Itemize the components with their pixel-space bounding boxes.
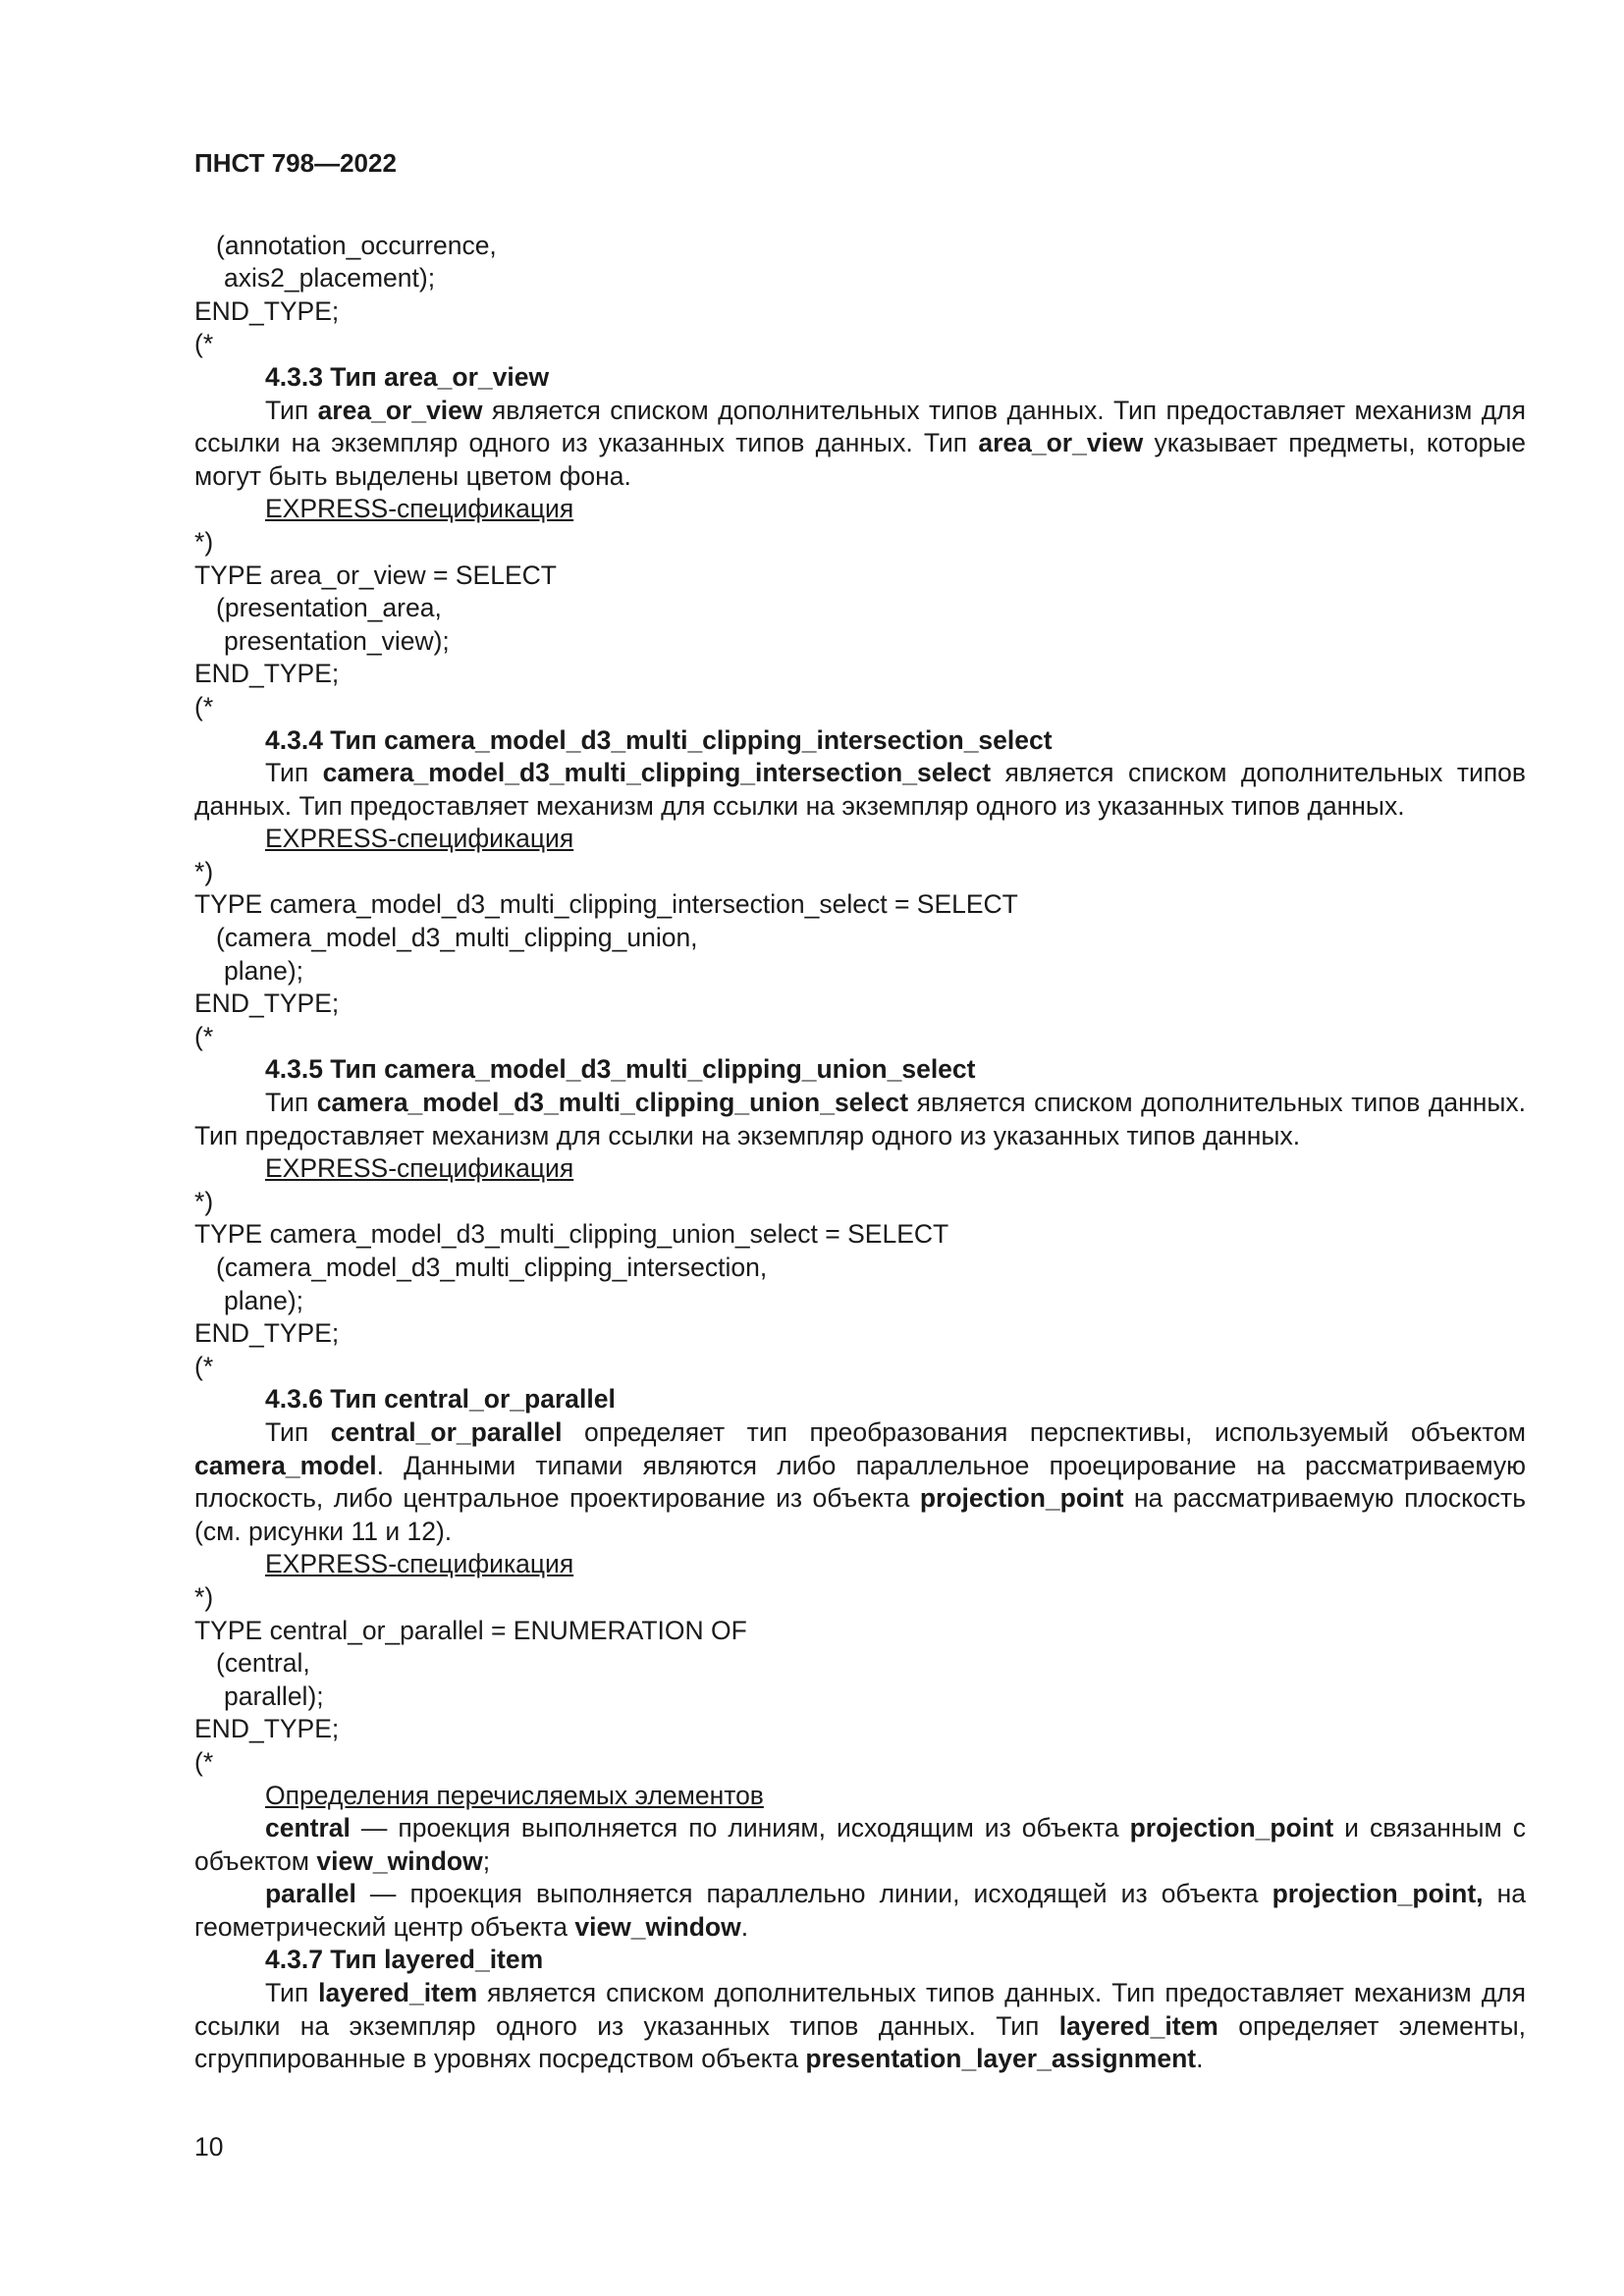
bold-term: view_window [316,1845,483,1876]
text-run: определяет тип преобразования перспективы, используемый объектом [562,1416,1526,1447]
bold-term: projection_point [919,1483,1124,1514]
text-run: (* [194,329,214,359]
text-run: *) [194,526,214,557]
text-run: Определения перечисляемых элементов [265,1780,764,1810]
bold-term: area_or_view [978,428,1144,458]
text-run: presentation_view); [224,625,450,656]
text-line [194,592,1526,625]
text-run: (camera_model_d3_multi_clipping_intersection, [216,1253,768,1282]
text-line [194,1186,1526,1219]
paragraph [194,1812,1526,1878]
text-line [194,1021,1526,1054]
text-run: (* [194,1351,214,1381]
bold-term: camera_model_d3_multi_clipping_union_select [316,1088,909,1118]
text-run: EXPRESS-спецификация [265,824,574,854]
text-run: TYPE camera_model_d3_multi_clipping_intersection_select = SELECT [194,889,1018,920]
text-run: (* [194,1746,214,1777]
text-line [194,1218,1526,1252]
underlined-caption [194,1780,1526,1813]
bold-term: 4.3.7 Тип layered_item [265,1945,544,1975]
text-run: является списком дополнительных типов данных. Тип предоставляет механизм для ссылки на экземпляр одного из указанных типов данных. [194,1088,1527,1150]
text-run: Тип [265,758,323,788]
bold-term: layered_item [318,1978,478,2008]
text-run: (presentation_area, [216,593,442,623]
text-run: TYPE area_or_view = SELECT [194,560,557,590]
section-heading [194,1944,1526,1977]
text-run: является списком дополнительных типов данных. Тип предоставляет механизм для ссылки на экземпляр одного из указанных типов данных. [194,758,1526,821]
paragraph [194,1087,1526,1152]
bold-term: area_or_view [317,395,483,425]
text-line [194,1285,1526,1318]
text-run: (camera_model_d3_multi_clipping_union, [216,923,698,953]
text-line [194,1681,1526,1714]
paragraph [194,1878,1526,1944]
bold-term: central_or_parallel [330,1416,563,1447]
text-line [194,560,1526,593]
text-run: ; [482,1845,491,1876]
document-header: ПНСТ 798—2022 [194,148,397,178]
bold-term: projection_point [1129,1813,1334,1843]
text-line [194,691,1526,724]
text-run: Тип [265,1416,331,1447]
underlined-caption [194,493,1526,526]
text-run: на геометрический центр объекта [194,1879,1526,1942]
bold-term: camera_model_d3_multi_clipping_intersection_select [322,758,992,788]
bold-term: 4.3.3 Тип area_or_view [265,361,550,392]
text-run: . [740,1911,749,1942]
text-run: plane); [224,955,304,986]
text-run: parallel); [224,1681,324,1711]
text-run: END_TYPE; [194,295,340,326]
bold-term: layered_item [1058,2010,1218,2041]
text-run: plane); [224,1285,304,1315]
text-line [194,1252,1526,1285]
text-run: (annotation_occurrence, [216,230,497,260]
text-line [194,658,1526,691]
text-run: EXPRESS-спецификация [265,1153,574,1184]
text-run: является списком дополнительных типов данных. Тип предоставляет механизм для ссылки на экземпляр одного из указанных типов данных. Тип [194,395,1526,458]
section-heading [194,724,1526,758]
text-run: axis2_placement); [224,263,436,294]
text-run: EXPRESS-спецификация [265,494,574,524]
page-body [194,147,1526,2076]
text-line [194,230,1526,263]
underlined-caption [194,1548,1526,1581]
text-line [194,1647,1526,1681]
text-line [194,1713,1526,1746]
text-line [194,955,1526,988]
text-line [194,856,1526,889]
page-number: 10 [194,2132,224,2162]
text-run: END_TYPE; [194,1714,340,1744]
bold-term: projection_point, [1272,1879,1484,1909]
text-run: определяет элементы, сгруппированные в уровнях посредством объекта [194,2010,1526,2074]
bold-term: parallel [265,1879,356,1909]
text-run: указывает предметы, которые могут быть выделены цветом фона. [194,428,1526,491]
bold-term: camera_model [194,1450,377,1480]
text-run: на рассматриваемую плоскость (см. рисунки 11 и 12). [194,1483,1526,1546]
text-run: TYPE camera_model_d3_multi_clipping_union_select = SELECT [194,1219,949,1250]
bold-term: presentation_layer_assignment [805,2044,1197,2074]
text-run: Тип [265,1088,317,1118]
bold-term: 4.3.5 Тип camera_model_d3_multi_clipping_union_select [265,1054,976,1085]
underlined-caption [194,1152,1526,1186]
underlined-caption [194,823,1526,856]
text-line [194,328,1526,361]
text-run: — проекция выполняется по линиям, исходящим из объекта [350,1813,1130,1843]
section-heading [194,1383,1526,1416]
text-line [194,1351,1526,1384]
text-line [194,625,1526,659]
text-run: END_TYPE; [194,1318,340,1349]
text-line [194,1581,1526,1615]
text-line [194,988,1526,1021]
text-run: и связанным с объектом [194,1813,1526,1876]
text-line [194,922,1526,955]
section-heading [194,1053,1526,1087]
text-line [194,1746,1526,1780]
text-run: *) [194,1581,214,1612]
bold-term: 4.3.4 Тип camera_model_d3_multi_clipping_intersection_select [265,724,1053,755]
text-run: . [1196,2044,1204,2074]
text-run: END_TYPE; [194,659,340,689]
text-run: *) [194,1186,214,1216]
text-line [194,1317,1526,1351]
text-run: (* [194,691,214,721]
bold-term: central [265,1813,351,1843]
paragraph [194,1977,1526,2076]
text-run: . Данными типами являются либо параллельное проецирование на рассматриваемую плоскость, либо центральное проектирование из объекта [194,1450,1526,1514]
text-line [194,262,1526,295]
paragraph [194,757,1526,823]
text-run: TYPE central_or_parallel = ENUMERATION OF [194,1615,747,1645]
paragraph [194,1416,1526,1548]
text-line [194,526,1526,560]
text-line [194,295,1526,329]
paragraph [194,395,1526,494]
text-line [194,1615,1526,1648]
text-line [194,888,1526,922]
text-run: Тип [265,395,318,425]
text-run: (* [194,1021,214,1051]
text-run: EXPRESS-спецификация [265,1549,574,1579]
bold-term: view_window [574,1911,741,1942]
text-run: Тип [265,1978,319,2008]
text-run: END_TYPE; [194,988,340,1019]
bold-term: 4.3.6 Тип central_or_parallel [265,1384,616,1415]
text-run: (central, [216,1648,310,1679]
text-run: *) [194,856,214,886]
section-heading [194,361,1526,395]
text-run: — проекция выполняется параллельно линии, исходящей из объекта [355,1879,1272,1909]
text-run: является списком дополнительных типов данных. Тип предоставляет механизм для ссылки на экземпляр одного из указанных типов данных. Тип [194,1978,1526,2041]
